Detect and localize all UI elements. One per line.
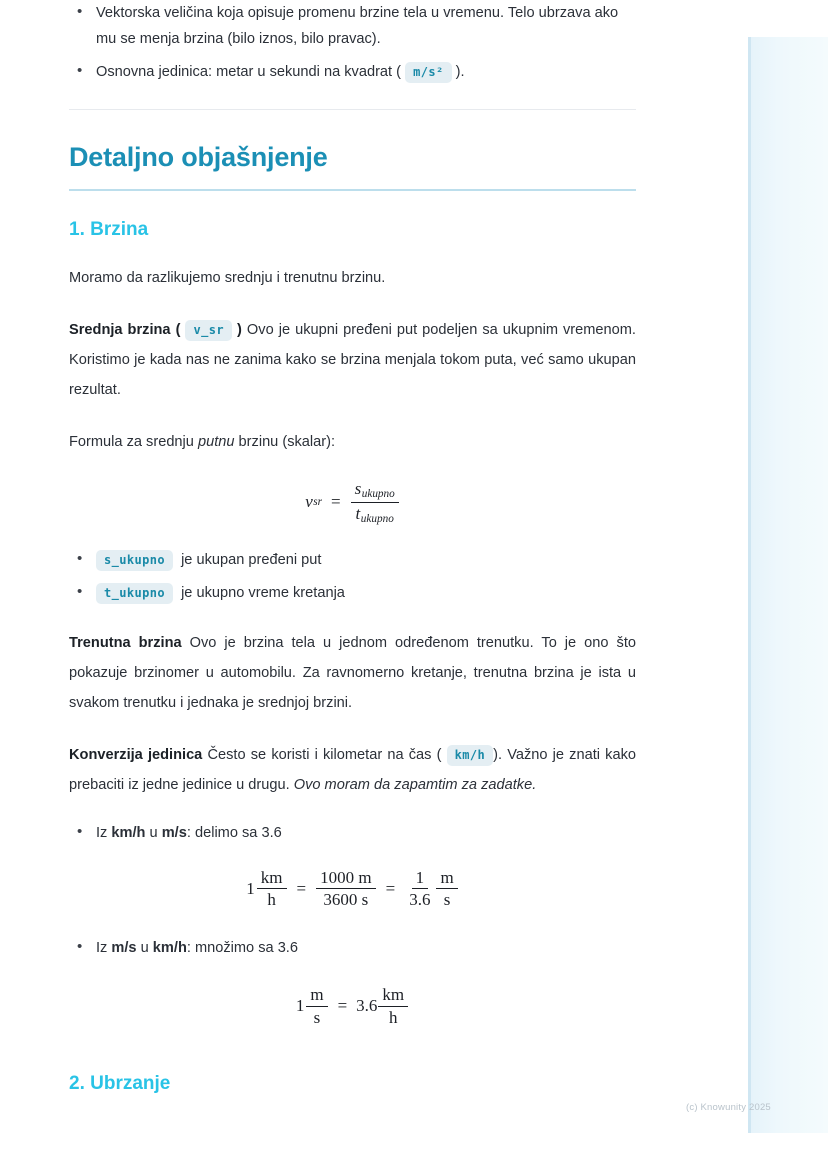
denominator-sub: ukupno	[360, 512, 394, 525]
paragraph-formula-lead	[69, 427, 636, 457]
term-srednja-brzina: Srednja brzina	[69, 322, 171, 338]
fraction-numerator: km	[257, 868, 287, 889]
formula-equals-1: =	[296, 878, 307, 898]
bullet-pre: Iz	[96, 825, 112, 842]
conversion-bullet-list-2	[69, 935, 636, 961]
bullet-post: : delimo sa 3.6	[186, 825, 282, 842]
bullet-text-prefix: Osnovna jedinica: metar u sekundi na kvadrat (	[96, 64, 402, 80]
bullet-pre: Iz	[96, 940, 112, 957]
fraction-1000m-3600s	[316, 868, 375, 909]
subsection-heading-brzina: 1. Brzina	[69, 219, 149, 240]
code-chip-kmh: km/h	[447, 745, 494, 766]
paragraph-srednja-brzina	[69, 315, 636, 405]
section-divider	[69, 109, 636, 110]
unit-from: m/s	[111, 940, 137, 957]
fraction-numerator: m	[306, 985, 327, 1006]
list-item	[69, 820, 636, 846]
fraction-km-h	[378, 985, 408, 1026]
paragraph-intro: Moramo da razlikujemo srednju i trenutnu brzinu.	[69, 270, 386, 286]
fraction-denominator: s	[443, 890, 451, 910]
fraction-numerator: 1	[412, 868, 429, 889]
formula-lhs-var: v	[305, 492, 313, 512]
formula-equals: =	[337, 996, 348, 1015]
code-chip-vsr: v_sr	[185, 320, 232, 341]
formula-equals-2: =	[385, 878, 396, 898]
paragraph-trenutna-brzina	[69, 628, 636, 718]
paragraph-body: Ovo je brzina tela u jednom određenom trenutku. To je ono što pokazuje brzinomer u automobilu. Za ravnomerno kretanje, trenutna brzina je ista u svakom trenutku i jednaka je srednjoj brzini.	[69, 635, 636, 712]
lead-after: brzinu (skalar):	[234, 434, 336, 450]
formula-ms-to-kmh	[69, 985, 636, 1026]
fraction-numerator: m	[436, 868, 457, 889]
fraction-denominator: s	[313, 1007, 321, 1027]
fraction-m-s	[436, 868, 457, 909]
numerator-sub: ukupno	[361, 488, 395, 501]
paren-close: )	[237, 322, 242, 338]
formula-lhs-sub: sr	[313, 496, 323, 509]
numerator-var: s	[354, 479, 362, 498]
symbol-description: je ukupno vreme kretanja	[181, 585, 345, 602]
fraction-denominator: 3.6	[409, 890, 431, 910]
paren-open: (	[175, 322, 181, 338]
bullet-mid: u	[145, 825, 162, 842]
symbol-description: je ukupan pređeni put	[181, 552, 322, 569]
term-trenutna-brzina: Trenutna brzina	[69, 635, 182, 652]
coefficient-one: 1	[295, 996, 305, 1015]
unit-to: m/s	[161, 825, 187, 842]
denominator-var: t	[355, 503, 361, 523]
formula-equals: =	[331, 492, 341, 512]
footer-watermark: (c) Knowunity 2025	[686, 1102, 771, 1113]
list-item	[69, 0, 636, 52]
bullet-text-suffix: ).	[455, 64, 465, 80]
fraction-denominator: h	[267, 890, 276, 910]
paragraph-body-1: Često se koristi i kilometar na čas (	[202, 747, 442, 764]
fraction-denominator: 3600 s	[323, 890, 369, 910]
paragraph-italic-note: Ovo moram da zapamtim za zadatke.	[293, 777, 537, 794]
fraction-one-over-3point6	[405, 868, 434, 909]
formula-kmh-to-ms	[69, 868, 636, 909]
conversion-factor: 3.6	[356, 996, 378, 1015]
list-item	[69, 580, 636, 606]
formula-average-speed	[69, 479, 636, 525]
list-item	[69, 59, 636, 85]
paragraph-body-2: ). Važno je znati kako prebaciti iz jedne jedinice u drugu.	[69, 747, 636, 794]
unit-to: km/h	[152, 940, 187, 957]
fraction-km-h	[257, 868, 287, 909]
code-chip-unit: m/s²	[405, 62, 452, 83]
paragraph-konverzija	[69, 740, 636, 800]
title-underline	[69, 189, 636, 191]
right-decorative-band	[748, 37, 828, 1133]
fraction-m-s	[306, 985, 327, 1026]
intro-bullet-list	[69, 0, 636, 85]
conversion-bullet-list-1	[69, 820, 636, 846]
fraction-denominator: h	[389, 1007, 398, 1027]
code-chip-s-ukupno: s_ukupno	[96, 550, 173, 571]
coefficient-one: 1	[246, 878, 255, 898]
paragraph-body: Ovo je ukupni pređeni put podeljen sa ukupnim vremenom. Koristimo je kada nas ne zanima kako se brzina menjala tokom puta, već samo ukupan rezultat.	[69, 322, 636, 398]
page-title: Detaljno objašnjenje	[69, 142, 328, 172]
fraction-numerator: km	[378, 985, 408, 1006]
lead-italic: putnu	[197, 434, 235, 450]
subsection-heading-ubrzanje: 2. Ubrzanje	[69, 1072, 171, 1094]
code-chip-t-ukupno: t_ukupno	[96, 583, 173, 604]
fraction-numerator: 1000 m	[316, 868, 375, 889]
unit-from: km/h	[111, 825, 146, 842]
document-content	[69, 0, 636, 1095]
lead-before: Formula za srednju	[69, 434, 198, 450]
list-item	[69, 935, 636, 961]
fraction-numerator	[351, 479, 399, 503]
bullet-mid: u	[136, 940, 153, 957]
bullet-post: : množimo sa 3.6	[186, 940, 298, 957]
term-konverzija-jedinica: Konverzija jedinica	[69, 747, 203, 764]
fraction-denominator	[352, 503, 398, 526]
list-item	[69, 547, 636, 573]
bullet-text: Vektorska veličina koja opisuje promenu brzine tela u vremenu. Telo ubrzava ako mu se menja brzina (bilo iznos, bilo pravac).	[96, 5, 619, 47]
formula-fraction	[351, 479, 399, 525]
symbol-bullet-list	[69, 547, 636, 606]
